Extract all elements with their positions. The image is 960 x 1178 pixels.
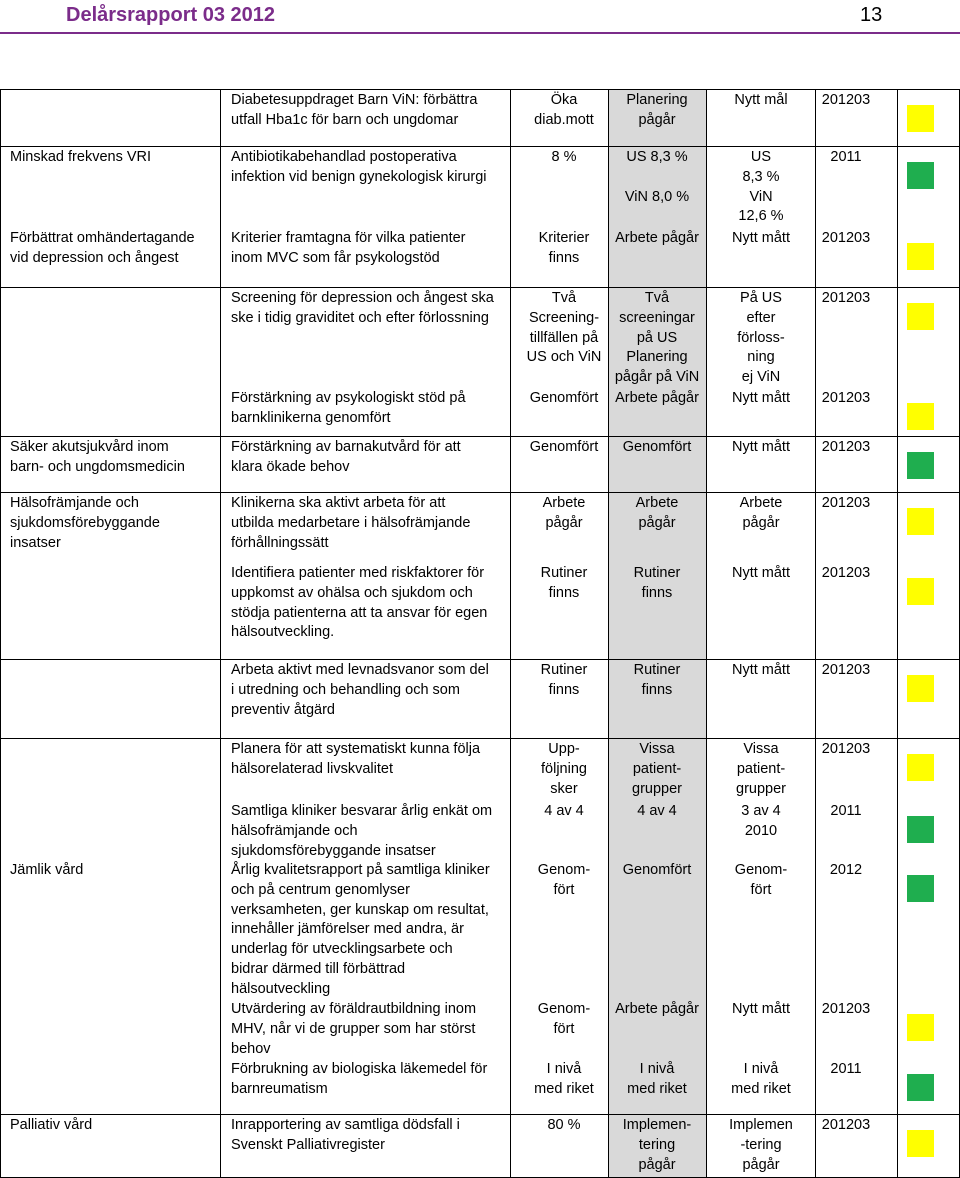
goal-text: Identifiera patienter med riskfaktorer för [231, 565, 485, 581]
result-text: US och ViN [526, 349, 602, 366]
goal-text: uppkomst av ohälsa och sjukdom och [231, 584, 473, 601]
progress-text: finns [641, 584, 673, 601]
result-text: finns [548, 681, 580, 698]
table-col-divider [220, 89, 221, 1178]
target-text: Nytt mått [731, 662, 790, 678]
date-text: 201203 [821, 741, 871, 757]
goal-text: i utredning och behandling och som [231, 681, 460, 698]
goal-text: förhållningssätt [231, 534, 329, 551]
area-label: insatser [10, 534, 61, 551]
progress-text: ViN 8,0 % [624, 188, 690, 205]
goal-text: barnklinikerna genomfört [231, 409, 391, 426]
progress-text: pågår [638, 514, 676, 531]
area-label: sjukdomsförebyggande [10, 514, 160, 531]
target-text: Nytt mått [731, 230, 790, 246]
progress-text: Vissa [639, 741, 675, 757]
result-text: Genom- [537, 1001, 591, 1017]
target-text: efter [746, 309, 776, 326]
status-square-yellow [907, 1130, 934, 1157]
goal-text: ske i tidig graviditet och efter förlossning [231, 309, 489, 326]
goal-text: Screening för depression och ångest ska [231, 290, 494, 306]
target-text: På US [740, 290, 782, 306]
goal-text: Svenskt Palliativregister [231, 1136, 385, 1153]
target-text: grupper [736, 780, 786, 797]
progress-text: patient- [632, 760, 682, 777]
progress-text: pågår [638, 1156, 676, 1173]
result-text: Rutiner [540, 565, 588, 581]
result-text: Upp- [548, 741, 580, 757]
goal-text: innehåller jämförelser med andra, är [231, 921, 464, 938]
goal-text: behov [231, 1040, 271, 1057]
goal-text: preventiv åtgärd [231, 701, 335, 718]
area-label: Minskad frekvens VRI [10, 149, 152, 165]
result-text: med riket [534, 1080, 594, 1097]
target-text: 3 av 4 [741, 803, 781, 819]
goal-text: klara ökade behov [231, 458, 350, 475]
progress-text: 4 av 4 [637, 803, 677, 819]
target-text: ViN [749, 188, 773, 205]
target-text: 12,6 % [738, 208, 784, 225]
goal-text: Förstärkning av barnakutvård för att [231, 439, 461, 455]
target-text: Vissa [743, 741, 779, 757]
date-text: 201203 [821, 439, 871, 455]
goal-text: Utvärdering av föräldrautbildning inom [231, 1001, 477, 1017]
goal-text: Inrapportering av samtliga dödsfall i [231, 1117, 460, 1133]
table-col-divider [706, 89, 707, 1178]
target-text: 2010 [744, 822, 778, 839]
progress-text: med riket [627, 1080, 687, 1097]
result-text: sker [550, 780, 578, 797]
target-text: Implemen [729, 1117, 793, 1133]
target-text: Nytt mått [731, 1001, 790, 1017]
status-square-yellow [907, 105, 934, 132]
table-col-divider [0, 89, 1, 1178]
result-text: fört [553, 881, 575, 898]
report-title: Delårsrapport 03 2012 [66, 4, 276, 26]
result-text: diab.mott [534, 111, 594, 128]
goal-text: utbilda medarbetare i hälsofrämjande [231, 514, 471, 531]
goal-text: Arbeta aktivt med levnadsvanor som del [231, 662, 489, 678]
result-text: Genomfört [529, 390, 599, 406]
goal-text: infektion vid benign gynekologisk kirurgi [231, 168, 487, 185]
goal-text: stödja patienterna att ta ansvar för egen [231, 604, 488, 621]
result-text: I nivå [546, 1061, 582, 1077]
result-text: Rutiner [540, 662, 588, 678]
progress-text: pågår [638, 111, 676, 128]
result-text: Arbete [542, 495, 586, 511]
target-text: förloss- [737, 329, 785, 346]
goal-text: inom MVC som får psykologstöd [231, 249, 440, 266]
target-text: 8,3 % [742, 168, 780, 185]
result-text: Screening- [528, 309, 600, 326]
status-square-yellow [907, 754, 934, 781]
date-text: 201203 [821, 495, 871, 511]
status-square-green [907, 452, 934, 479]
header-rule [0, 32, 960, 34]
goal-text: Antibiotikabehandlad postoperativa [231, 149, 457, 165]
page-number: 13 [860, 4, 883, 26]
date-text: 2011 [830, 149, 862, 165]
target-text: pågår [742, 1156, 780, 1173]
target-text: Arbete [739, 495, 783, 511]
result-text: pågår [545, 514, 583, 531]
date-text: 201203 [821, 92, 871, 108]
progress-text: Implemen- [622, 1117, 692, 1133]
status-square-green [907, 162, 934, 189]
status-square-yellow [907, 508, 934, 535]
goal-text: utfall Hba1c för barn och ungdomar [231, 111, 459, 128]
result-text: följning [541, 760, 587, 777]
target-text: -tering [740, 1136, 782, 1153]
status-square-green [907, 816, 934, 843]
goal-text: Planera för att systematiskt kunna följa [231, 741, 481, 757]
date-text: 2011 [830, 1061, 862, 1077]
status-square-yellow [907, 1014, 934, 1041]
progress-text: Två [644, 290, 670, 306]
date-text: 2011 [830, 803, 862, 819]
target-text: ning [747, 349, 775, 366]
target-text: I nivå [743, 1061, 779, 1077]
date-text: 201203 [821, 290, 871, 306]
goal-text: Förbrukning av biologiska läkemedel för [231, 1061, 488, 1077]
progress-text: Genomfört [622, 439, 692, 455]
progress-text: finns [641, 681, 673, 698]
goal-text: Årlig kvalitetsrapport på samtliga kliniker [231, 862, 490, 878]
result-text: Kriterier [538, 230, 590, 246]
progress-text: Arbete pågår [615, 230, 699, 246]
area-label: Förbättrat omhändertagande [10, 230, 195, 246]
target-text: Nytt mått [731, 439, 790, 455]
goal-text: och på centrum genomlyser [231, 881, 410, 898]
progress-text: screeningar [619, 309, 695, 326]
result-text: 80 % [547, 1117, 581, 1133]
date-text: 201203 [821, 230, 871, 246]
result-text: finns [548, 249, 580, 266]
status-square-yellow [907, 578, 934, 605]
goal-text: Klinikerna ska aktivt arbeta för att [231, 495, 446, 511]
date-text: 201203 [821, 390, 871, 406]
date-text: 201203 [821, 1001, 871, 1017]
target-text: Nytt mått [731, 565, 790, 581]
table-col-divider [897, 89, 898, 1178]
area-label: Hälsofrämjande och [10, 495, 139, 511]
goal-text: hälsorelaterad livskvalitet [231, 760, 393, 777]
progress-text: Planering [626, 92, 688, 108]
result-text: Genomfört [529, 439, 599, 455]
goal-text: sjukdomsförebyggande insatser [231, 842, 436, 859]
table-col-divider [510, 89, 511, 1178]
status-square-yellow [907, 403, 934, 430]
result-text: 8 % [551, 149, 577, 165]
goal-text: underlag för utvecklingsarbete och [231, 941, 453, 958]
area-label: Palliativ vård [10, 1117, 93, 1133]
progress-text: Rutiner [633, 565, 681, 581]
goal-text: verksamheten, ger kunskap om resultat, [231, 901, 489, 918]
area-label: Jämlik vård [10, 862, 84, 878]
result-text: fört [553, 1020, 575, 1037]
date-text: 2012 [829, 862, 863, 878]
progress-text: tering [638, 1136, 676, 1153]
status-square-yellow [907, 675, 934, 702]
goal-text: Kriterier framtagna för vilka patienter [231, 230, 466, 246]
goal-text: Samtliga kliniker besvarar årlig enkät om [231, 803, 493, 819]
status-square-yellow [907, 303, 934, 330]
result-text: tillfällen på [529, 329, 599, 346]
target-text: pågår [742, 514, 780, 531]
goal-text: Diabetesuppdraget Barn ViN: förbättra [231, 92, 478, 108]
goal-text: hälsoutveckling. [231, 624, 335, 641]
date-text: 201203 [821, 662, 871, 678]
date-text: 201203 [821, 1117, 871, 1133]
goal-text: barnreumatism [231, 1080, 328, 1097]
target-text: ej ViN [741, 369, 781, 386]
progress-text: Rutiner [633, 662, 681, 678]
result-text: Öka [550, 92, 578, 108]
target-text: US [750, 149, 772, 165]
goal-text: hälsofrämjande och [231, 822, 358, 839]
result-text: Genom- [537, 862, 591, 878]
target-text: Genom- [734, 862, 788, 878]
progress-text: I nivå [639, 1061, 675, 1077]
date-text: 201203 [821, 565, 871, 581]
page-header [0, 0, 960, 34]
progress-text: US 8,3 % [626, 149, 688, 165]
result-text: finns [548, 584, 580, 601]
goal-text: bidrar därmed till förbättrad [231, 961, 406, 977]
area-label: vid depression och ångest [10, 249, 179, 266]
progress-text: Arbete pågår [615, 390, 699, 406]
progress-text: Planering [626, 349, 688, 366]
progress-text: pågår på ViN [614, 369, 700, 386]
area-label: Säker akutsjukvård inom [10, 439, 169, 455]
goal-text: hälsoutveckling [231, 980, 331, 997]
progress-text: Arbete pågår [615, 1001, 699, 1017]
target-text: med riket [731, 1080, 791, 1097]
goal-text: Förstärkning av psykologiskt stöd på [231, 390, 466, 406]
progress-text: på US [636, 329, 678, 346]
status-square-green [907, 1074, 934, 1101]
target-text: fört [750, 881, 772, 898]
target-text: Nytt mått [731, 390, 790, 406]
progress-text: Arbete [635, 495, 679, 511]
result-text: 4 av 4 [544, 803, 584, 819]
result-text: Två [551, 290, 577, 306]
progress-text: grupper [632, 780, 682, 797]
target-text: patient- [736, 760, 786, 777]
goal-text: MHV, når vi de grupper som har störst [231, 1020, 476, 1037]
status-square-yellow [907, 243, 934, 270]
area-label: barn- och ungdomsmedicin [10, 458, 185, 475]
target-text: Nytt mål [734, 92, 788, 108]
progress-text: Genomfört [622, 862, 692, 878]
status-square-green [907, 875, 934, 902]
